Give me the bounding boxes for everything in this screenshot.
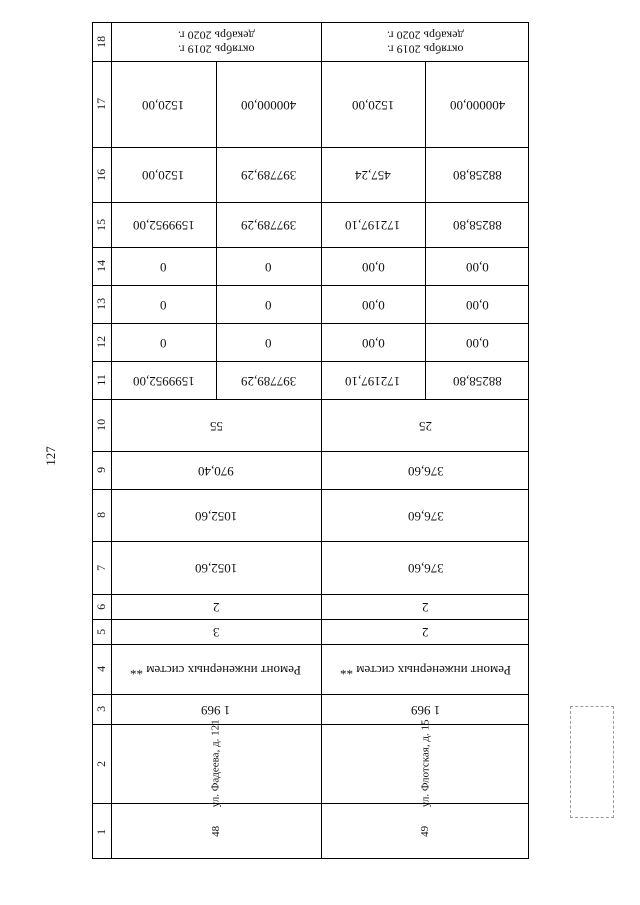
value-cell [321, 399, 530, 451]
column-number [93, 594, 111, 619]
period-cell [111, 23, 321, 61]
value-cell-text: 1599952,00 [132, 217, 195, 233]
value-cell [321, 147, 425, 202]
period-start: октябрь 2019 г. [387, 42, 464, 57]
column-number-text: 1 [94, 828, 109, 835]
value-cell-text: 0,00 [361, 297, 385, 313]
value-cell [321, 61, 425, 147]
value-cell-text: 0 [160, 259, 167, 275]
value-cell [111, 451, 321, 489]
value-cell [321, 619, 530, 644]
value-cell [111, 361, 216, 399]
address-cell-text: ул. Флотская, д. 15 [419, 719, 432, 808]
value-cell-text: 1520,00 [142, 97, 185, 113]
year-cell-text: 1 969 [201, 702, 231, 718]
value-cell [216, 323, 321, 361]
column-number-text: 8 [94, 511, 109, 518]
column-number-text: 6 [94, 603, 109, 610]
value-cell [216, 361, 321, 399]
value-cell [321, 247, 425, 285]
value-cell-text: 397789,29 [240, 217, 297, 233]
column-number [93, 451, 111, 489]
period-cell [321, 23, 530, 61]
column-number-text: 12 [94, 335, 109, 348]
column-number [93, 247, 111, 285]
value-cell [425, 147, 530, 202]
value-cell [111, 285, 216, 323]
value-cell [111, 147, 216, 202]
value-cell-text: 397789,29 [240, 167, 297, 183]
column-number [93, 147, 111, 202]
column-number [93, 694, 111, 724]
row-number-text: 48 [209, 825, 222, 837]
value-cell-text: 0 [265, 297, 272, 313]
column-number-text: 10 [94, 418, 109, 431]
value-cell-text: 88258,80 [453, 217, 502, 233]
value-cell-text: 2 [422, 599, 429, 615]
value-cell-text: 0 [265, 259, 272, 275]
column-number-text: 2 [94, 760, 109, 767]
column-number [93, 23, 111, 61]
value-cell-text: 0,00 [361, 259, 385, 275]
period-start: октябрь 2019 г. [177, 42, 255, 57]
period-end: декабрь 2020 г. [177, 29, 255, 43]
value-cell-text: 2 [212, 599, 220, 615]
column-number [93, 61, 111, 147]
value-cell [216, 61, 321, 147]
value-cell-text: 172197,10 [345, 217, 401, 233]
value-cell-text: 88258,80 [453, 167, 502, 183]
value-cell [425, 285, 530, 323]
column-number [93, 323, 111, 361]
value-cell-text: 172197,10 [345, 373, 401, 389]
column-number-text: 16 [94, 168, 109, 181]
value-cell [321, 594, 530, 619]
value-cell [425, 202, 530, 247]
official-stamp [570, 706, 614, 818]
column-number-text: 15 [94, 218, 109, 231]
column-number [93, 285, 111, 323]
work-type-cell [111, 644, 321, 694]
column-number [93, 202, 111, 247]
value-cell [216, 285, 321, 323]
value-cell-text: 0,00 [361, 335, 385, 351]
value-cell-text: 400000,00 [240, 97, 297, 113]
address-cell [111, 719, 321, 808]
value-cell-text: 1520,00 [142, 167, 185, 183]
value-cell [216, 247, 321, 285]
value-cell-text: 1052,60 [194, 560, 238, 576]
value-cell-text: 2 [422, 624, 429, 640]
value-cell [425, 361, 530, 399]
column-number-text: 4 [94, 665, 109, 672]
value-cell [111, 541, 321, 594]
value-cell-text: 1520,00 [351, 97, 395, 113]
value-cell [216, 147, 321, 202]
value-cell-text: 0,00 [466, 335, 489, 351]
value-cell [321, 285, 425, 323]
value-cell-text: 3 [212, 624, 220, 640]
row-number-text: 49 [419, 825, 432, 837]
column-number-text: 5 [94, 628, 109, 635]
value-cell [111, 619, 321, 644]
value-cell-text: 0 [265, 335, 272, 351]
value-cell [321, 202, 425, 247]
work-type-cell [321, 644, 530, 694]
value-cell [321, 323, 425, 361]
value-cell-text: 25 [419, 418, 432, 434]
value-cell-text: 376,60 [407, 463, 444, 479]
value-cell [111, 399, 321, 451]
column-number-text: 17 [94, 97, 109, 110]
column-number [93, 489, 111, 541]
value-cell-text: 88258,80 [453, 373, 502, 389]
value-cell [321, 541, 530, 594]
column-number [93, 724, 111, 803]
column-number [93, 541, 111, 594]
column-number-text: 3 [94, 705, 109, 712]
value-cell [321, 361, 425, 399]
period-text [387, 28, 464, 56]
address-cell [321, 719, 530, 808]
value-cell [111, 61, 216, 147]
value-cell-text: 0 [160, 297, 167, 313]
row-number [111, 803, 321, 860]
value-cell-text: 376,60 [407, 560, 444, 576]
value-cell [321, 451, 530, 489]
value-cell [425, 61, 530, 147]
value-cell [111, 489, 321, 541]
column-number [93, 644, 111, 694]
value-cell-text: 0 [160, 335, 167, 351]
value-cell [425, 247, 530, 285]
value-cell [321, 489, 530, 541]
column-number-text: 7 [94, 564, 109, 571]
work-type-cell-text: Ремонт инженерных систем ** [339, 662, 512, 678]
column-number [93, 803, 111, 860]
value-cell-text: 0,00 [466, 259, 489, 275]
address-cell-text: ул. Фадеева, д. 121 [209, 719, 222, 808]
capital-repair-table [92, 22, 529, 859]
year-cell-text: 1 969 [410, 702, 441, 718]
value-cell [111, 202, 216, 247]
row-number [321, 803, 530, 860]
value-cell-text: 970,40 [198, 463, 234, 479]
value-cell [216, 202, 321, 247]
column-number [93, 619, 111, 644]
value-cell [425, 323, 530, 361]
value-cell-text: 0,00 [466, 297, 489, 313]
value-cell [111, 594, 321, 619]
column-number [93, 399, 111, 451]
value-cell-text: 397789,29 [240, 373, 297, 389]
column-number-text: 14 [94, 259, 109, 272]
column-number-text: 9 [94, 466, 109, 473]
value-cell-text: 457,24 [355, 167, 391, 183]
value-cell-text: 400000,00 [449, 97, 506, 113]
value-cell [111, 247, 216, 285]
value-cell-text: 1599952,00 [132, 373, 195, 389]
column-number [93, 361, 111, 399]
column-number-text: 11 [94, 374, 109, 386]
column-number-text: 18 [94, 35, 109, 48]
page-number: 127 [43, 446, 58, 466]
work-type-cell-text: Ремонт инженерных систем ** [130, 662, 302, 678]
column-number-text: 13 [94, 297, 109, 310]
period-end: декабрь 2020 г. [387, 29, 464, 43]
value-cell-text: 1052,60 [194, 508, 238, 524]
value-cell [111, 323, 216, 361]
period-text [178, 28, 255, 56]
value-cell-text: 376,60 [407, 508, 444, 524]
value-cell-text: 55 [209, 418, 223, 434]
